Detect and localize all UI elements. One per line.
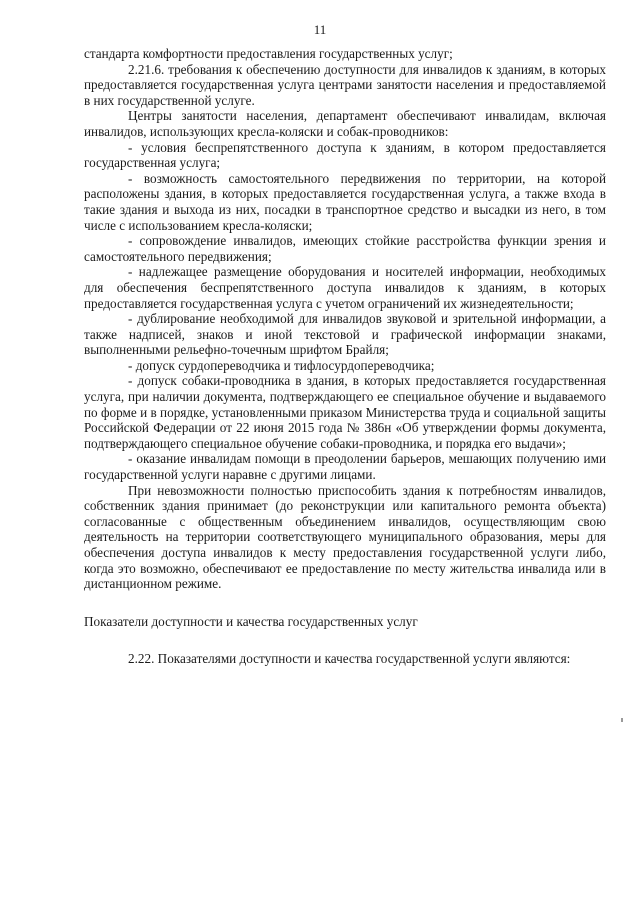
- paragraph-2-21-6: 2.21.6. требования к обеспечению доступности для инвалидов к зданиям, в которых предоставляется государственная услуга центрами занятости населения и предоставляемой в них государственной услуге.: [84, 61, 606, 108]
- page-number: 11: [313, 22, 327, 37]
- list-item-independent-movement: - возможность самостоятельного передвижения по территории, на которой расположены здания, в которых предоставляется государственная услуга, а также входа в такие здания и выхода из них, посадки в транспортное средство и высадки из него, в том числе с использованием кресла-коляски;: [84, 170, 606, 233]
- list-item-equipment-placement: - надлежащее размещение оборудования и носителей информации, необходимых для обеспечения беспрепятственного доступа инвалидов к зданиям, в которых предоставляется государственная услуга с учетом ограничений их жизнедеятельности;: [84, 264, 606, 311]
- scan-speck: [621, 718, 623, 722]
- list-item-sign-interpreter: - допуск сурдопереводчика и тифлосурдопереводчика;: [128, 357, 435, 373]
- paragraph-building-adaptation: При невозможности полностью приспособить здания к потребностям инвалидов, собственник здания принимает (до реконструкции или капитального ремонта объекта) согласованные с общественным объединением инвалидов, осуществляющим свою деятельность на территории соответствующего муниципального образования, меры для обеспечения доступа инвалидов к месту предоставления государственной услуги либо, когда это возможно, обеспечивают ее предоставление по месту жительства инвалида или в дистанционном режиме.: [84, 482, 606, 592]
- list-item-escort: - сопровождение инвалидов, имеющих стойкие расстройства функции зрения и самостоятельного передвижения;: [84, 233, 606, 264]
- list-item-access-conditions: - условия беспрепятственного доступа к зданиям, в котором предоставляется государственная услуга;: [84, 139, 606, 171]
- paragraph-2-22: 2.22. Показателями доступности и качества государственной услуги являются:: [128, 651, 571, 667]
- section-heading: Показатели доступности и качества государственных услуг: [84, 613, 418, 629]
- list-item-barrier-assistance: - оказание инвалидам помощи в преодолении барьеров, мешающих получению ими государственной услуги наравне с другими лицами.: [84, 451, 606, 483]
- paragraph-continuation: стандарта комфортности предоставления государственных услуг;: [84, 46, 453, 61]
- list-item-braille-duplication: - дублирование необходимой для инвалидов звуковой и зрительной информации, а также надписей, знаков и иной текстовой и графической информации знаками, выполненными рельефно-точечным шрифтом Брайля;: [84, 311, 606, 358]
- paragraph-employment-centers: Центры занятости населения, департамент обеспечивают инвалидам, включая инвалидов, использующих кресла-коляски и собак-проводников:: [84, 108, 606, 139]
- list-item-guide-dog: - допуск собаки-проводника в здания, в которых предоставляется государственная услуга, при наличии документа, подтверждающего ее специальное обучение и выдаваемого по форме и в порядке, установленными приказом Министерства труда и социальной защиты Российской Федерации от 22 июня 2015 года № 386н «Об утверждении формы документа, подтверждающего специальное обучение собаки-проводника, и порядка его выдачи»;: [84, 373, 606, 451]
- document-body: [84, 46, 606, 667]
